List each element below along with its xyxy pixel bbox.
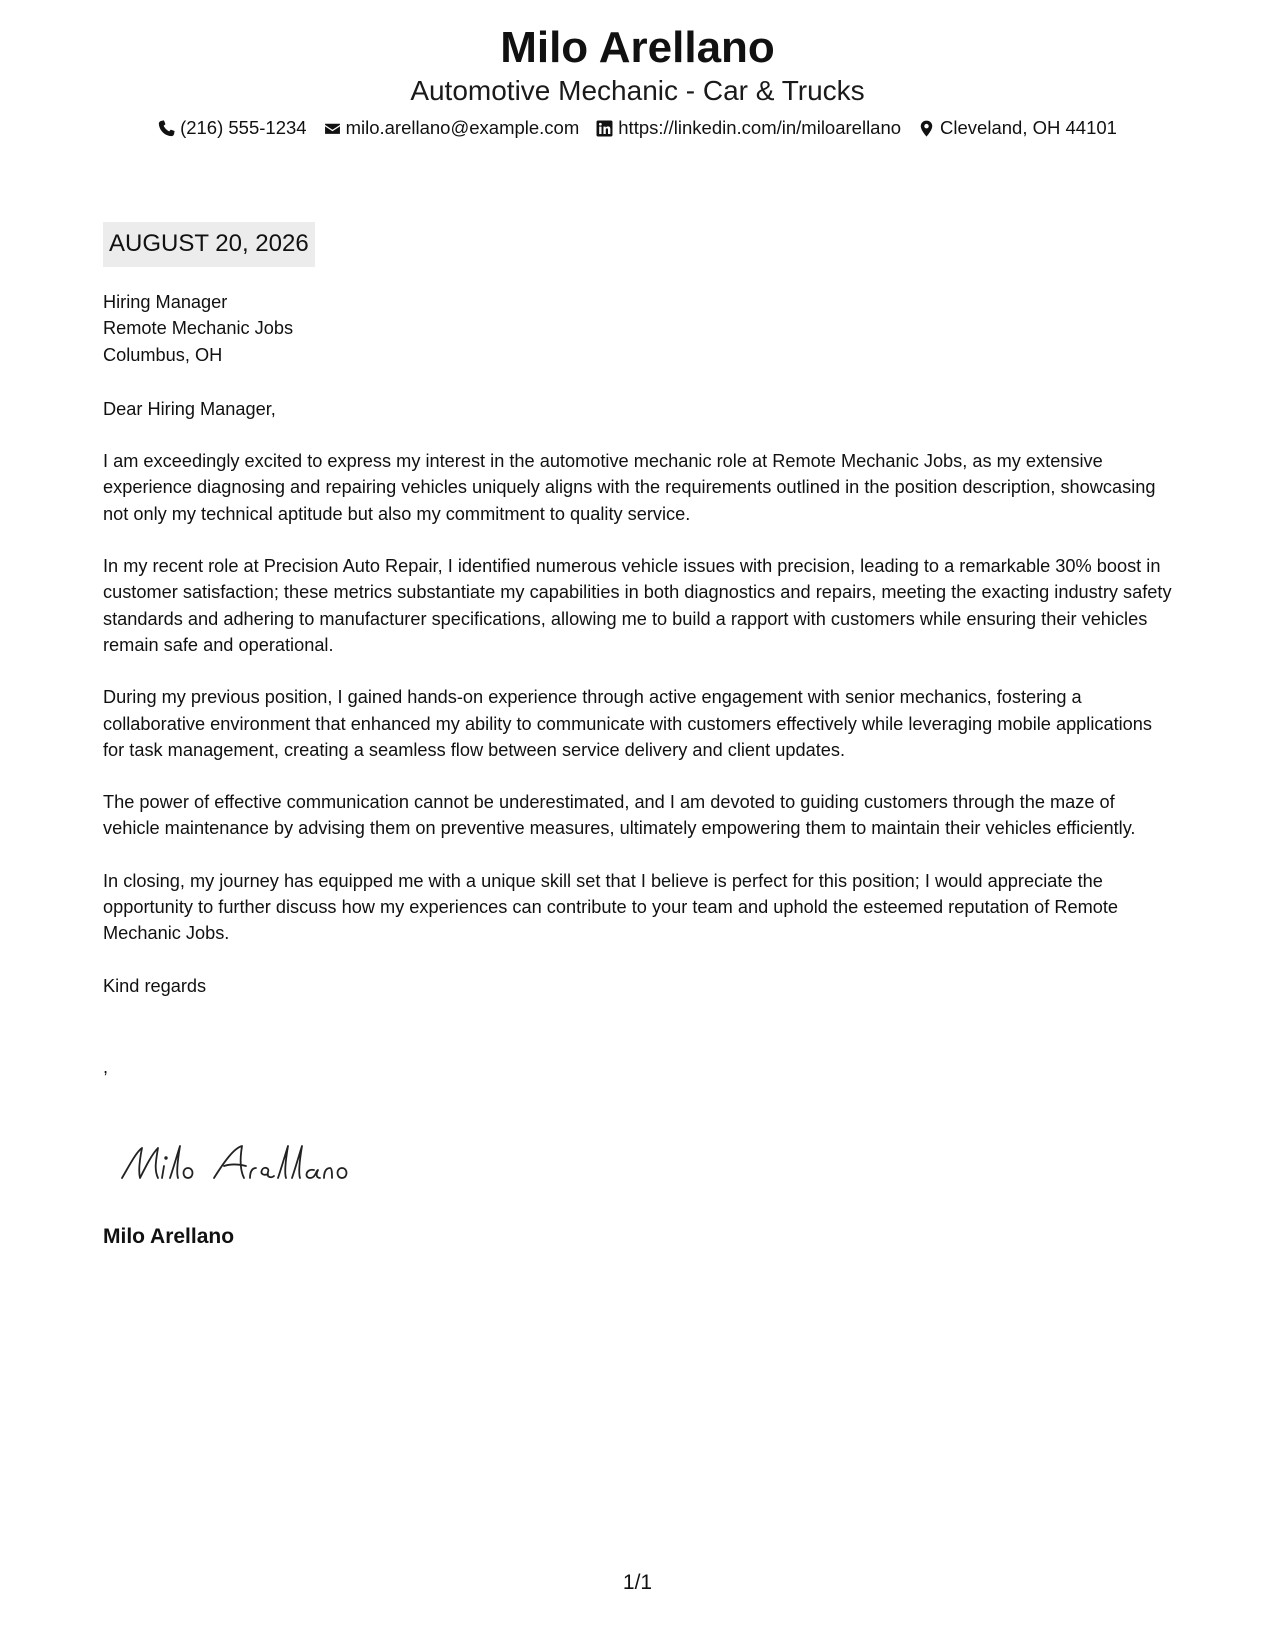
letter-date: AUGUST 20, 2026 bbox=[103, 222, 315, 267]
salutation: Dear Hiring Manager, bbox=[103, 398, 276, 419]
linkedin-url[interactable]: https://linkedin.com/in/miloarellano bbox=[618, 117, 902, 138]
letter-paragraph: During my previous position, I gained hands-on experience through active engagement with senior mechanics, fostering a collaborative environment that enhanced my ability to communicate with customers effectively while leveraging mobile applications for task management, creating a seamless flow between service delivery and client updates. bbox=[103, 687, 1153, 760]
letter-paragraph: In my recent role at Precision Auto Repair, I identified numerous vehicle issues with precision, leading to a remarkable 30% boost in customer satisfaction; these metrics substantiate my capabilities in both diagnostics and repairs, meeting the exacting industry safety standards and adhering to manufacturer specifications, allowing me to build a rapport with customers while ensuring their vehicles remain safe and operational. bbox=[103, 556, 1172, 655]
recipient-line: Columbus, OH bbox=[103, 344, 223, 365]
letter-body bbox=[103, 289, 1175, 1080]
job-title: Automotive Mechanic - Car & Trucks bbox=[410, 75, 865, 106]
letter-paragraph: I am exceedingly excited to express my interest in the automotive mechanic role at Remote Mechanic Jobs, as my extensive experience diagnosing and repairing vehicles uniquely aligns with the requirements outlined in the position description, showcasing not only my technical aptitude but also my commitment to quality service. bbox=[103, 451, 1156, 524]
recipient-line: Hiring Manager bbox=[103, 292, 228, 312]
signature-name: Milo Arellano bbox=[103, 1225, 235, 1248]
recipient-line: Remote Mechanic Jobs bbox=[103, 318, 294, 339]
letter-paragraph: The power of effective communication cannot be underestimated, and I am devoted to guiding customers through the maze of vehicle maintenance by advising them on preventive measures, ultimately empowering them to maintain their vehicles efficiently. bbox=[103, 792, 1136, 839]
letter-header bbox=[0, 22, 1275, 140]
closing-comma: , bbox=[103, 1056, 109, 1077]
closing-text: Kind regards bbox=[103, 975, 207, 996]
contact-info bbox=[0, 116, 1275, 140]
linkedin-icon bbox=[596, 120, 613, 137]
recipient-block bbox=[103, 289, 1175, 368]
phone-icon bbox=[158, 120, 175, 137]
contact-location bbox=[918, 116, 1117, 140]
contact-email bbox=[324, 116, 580, 140]
phone-number: (216) 555-1234 bbox=[180, 117, 307, 138]
applicant-name: Milo Arellano bbox=[500, 23, 775, 72]
contact-phone bbox=[158, 116, 307, 140]
envelope-icon bbox=[324, 120, 341, 137]
signature-image bbox=[118, 1138, 348, 1190]
location-text: Cleveland, OH 44101 bbox=[940, 117, 1117, 138]
contact-linkedin bbox=[596, 116, 901, 140]
page-number: 1/1 bbox=[622, 1571, 653, 1594]
letter-paragraph: In closing, my journey has equipped me with a unique skill set that I believe is perfect for this position; I would appreciate the opportunity to further discuss how my experiences can contribute to your team and uphold the esteemed reputation of Remote Mechanic Jobs. bbox=[103, 870, 1119, 944]
map-marker-icon bbox=[918, 120, 935, 137]
email-address: milo.arellano@example.com bbox=[345, 117, 580, 138]
